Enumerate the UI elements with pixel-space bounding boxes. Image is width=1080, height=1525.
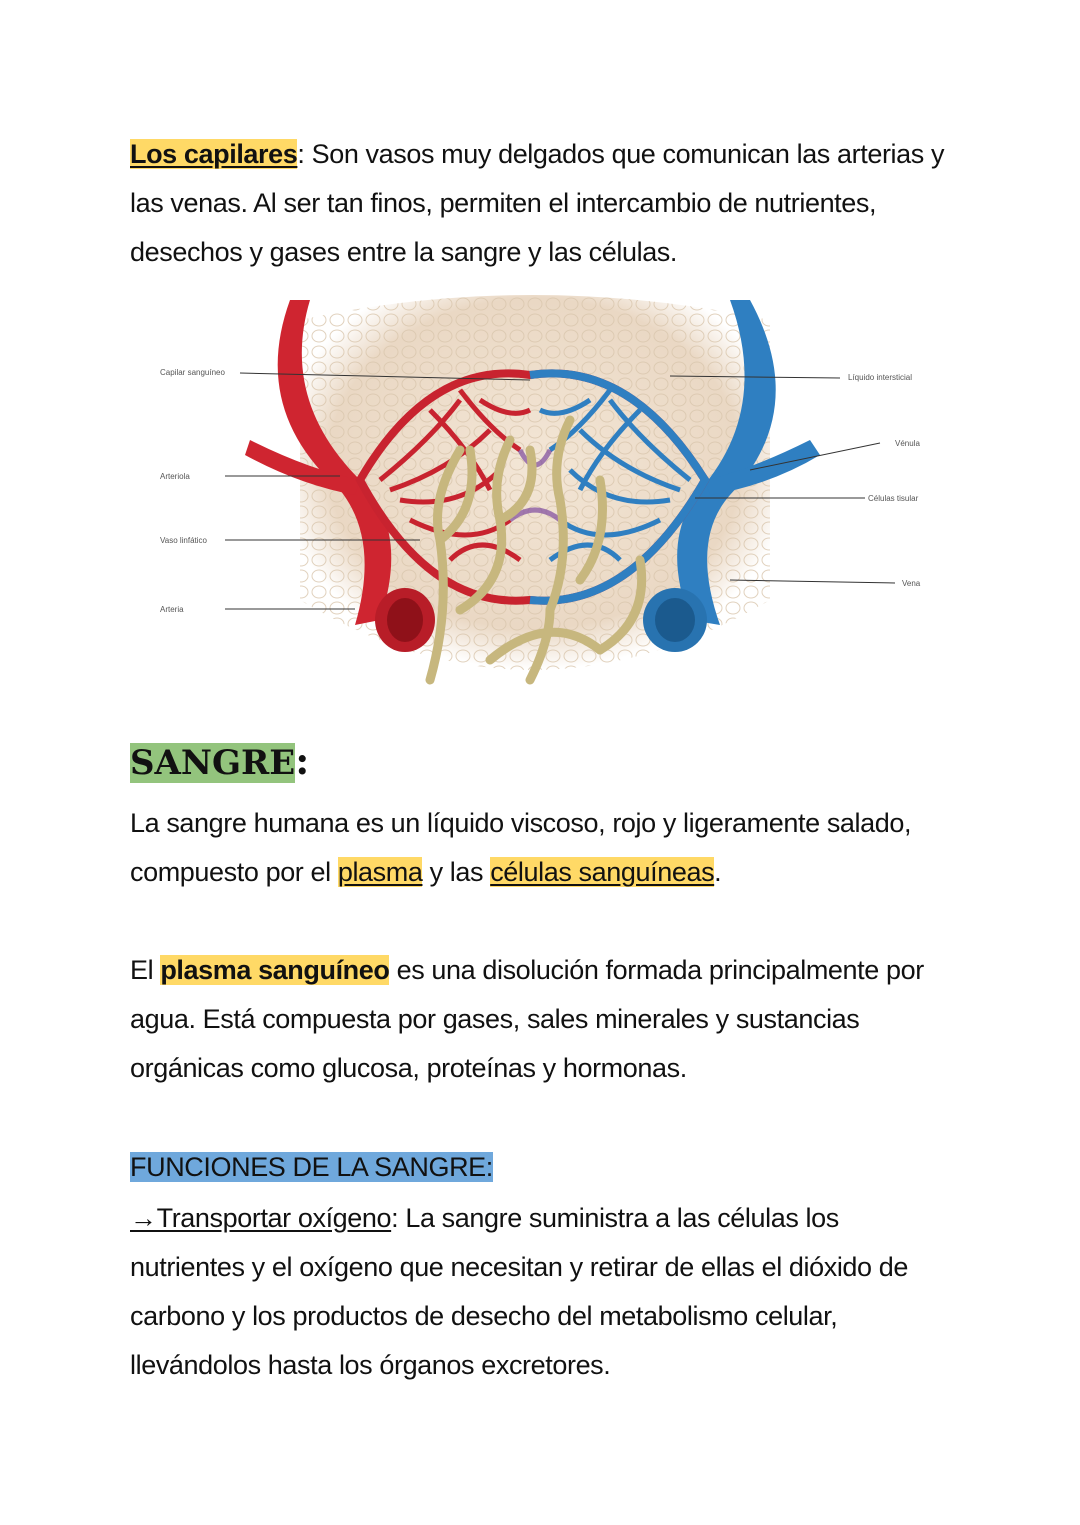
sangre-paragraph [130,799,960,897]
plasma-term: plasma [337,857,423,887]
capilares-text: : Son vasos muy delgados que comunican las arterias y las venas. Al ser tan finos, permiten el intercambio de nutrientes, desechos y gases entre la sangre y las células. [130,139,945,267]
funciones-item [130,1194,960,1390]
label-arteriola: Arteriola [160,472,190,481]
label-venula: Vénula [895,439,920,448]
capillary-diagram [130,280,930,720]
celulas-term: células sanguíneas [490,857,715,887]
transportar-text: : La sangre suministra a las células los nutrientes y el oxígeno que necesitan y retirar de ellas el dióxido de carbono y los productos de desecho del metabolismo celular, llevándolos hasta los órganos excretores. [130,1203,908,1380]
sangre-heading-text: SANGRE [130,743,296,783]
label-arteria: Arteria [160,605,184,614]
capillary-network-figure [130,280,930,720]
plasma-text: es una disolución formada principalmente por agua. Está compuesta por gases, sales minerales y sustancias orgánicas como glucosa, proteínas y hormonas. [130,955,924,1083]
sangre-period: . [714,857,722,887]
transportar-term: →Transportar oxígeno [130,1203,392,1233]
label-celulas: Células tisular [868,494,919,503]
capilares-paragraph [130,130,960,277]
sangre-intro: La sangre humana es un líquido viscoso, rojo y ligeramente salado, compuesto por el [130,808,912,887]
plasma-sanguineo-term: plasma sanguíneo [160,955,390,985]
plasma-prefix: El [130,955,161,985]
label-capilar: Capilar sanguíneo [160,368,225,377]
label-vena: Vena [902,579,921,588]
label-linfatico: Vaso linfático [160,536,207,545]
plasma-paragraph [130,946,960,1093]
funciones-heading-text: FUNCIONES DE LA SANGRE: [130,1152,493,1182]
capilares-term: Los capilares [130,139,298,169]
sangre-y-las: y las [422,857,491,887]
sangre-heading [130,736,309,788]
label-intersticial: Líquido intersticial [848,373,913,382]
funciones-heading [130,1143,960,1192]
sangre-heading-colon: : [295,738,310,783]
